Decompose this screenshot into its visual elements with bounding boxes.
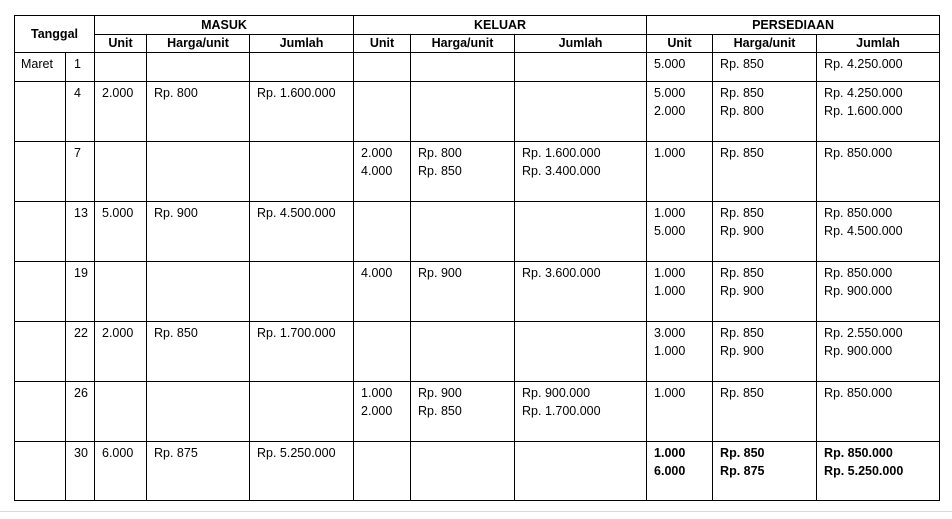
keluar-harga-cell	[411, 262, 515, 322]
day-cell	[66, 442, 95, 501]
day-value: 26	[74, 386, 88, 400]
keluar-unit-cell	[354, 442, 411, 501]
persediaan-harga-value: Rp. 800	[720, 104, 764, 118]
keluar-jumlah-value: Rp. 3.600.000	[522, 266, 601, 280]
header-masuk: MASUK	[95, 16, 354, 35]
masuk-harga-value: Rp. 875	[154, 446, 198, 460]
keluar-unit-cell	[354, 202, 411, 262]
keluar-jumlah-cell	[515, 442, 647, 501]
persediaan-harga-value: Rp. 900	[720, 344, 764, 358]
persediaan-unit-value: 1.000	[654, 344, 686, 358]
persediaan-harga-cell	[713, 82, 817, 142]
persediaan-harga-value: Rp. 850	[720, 57, 764, 71]
header-keluar: KELUAR	[354, 16, 647, 35]
persediaan-harga-cell	[713, 442, 817, 501]
persediaan-harga-cell	[713, 202, 817, 262]
masuk-harga-cell	[147, 82, 250, 142]
masuk-unit-cell	[95, 382, 147, 442]
keluar-jumlah-value: Rp. 3.400.000	[522, 164, 601, 178]
persediaan-harga-value: Rp. 850	[720, 266, 764, 280]
masuk-unit-cell	[95, 142, 147, 202]
persediaan-jumlah-cell	[817, 442, 940, 501]
masuk-jumlah-cell	[250, 442, 354, 501]
day-cell	[66, 202, 95, 262]
table-row	[15, 382, 940, 442]
persediaan-unit-value: 6.000	[654, 464, 686, 478]
keluar-jumlah-cell	[515, 53, 647, 82]
persediaan-unit-cell	[647, 382, 713, 442]
keluar-jumlah-value: Rp. 900.000	[522, 386, 591, 400]
persediaan-jumlah-value: Rp. 850.000	[824, 266, 893, 280]
keluar-unit-cell	[354, 53, 411, 82]
masuk-unit-value: 6.000	[102, 446, 134, 460]
keluar-jumlah-cell	[515, 382, 647, 442]
day-cell	[66, 322, 95, 382]
persediaan-unit-value: 5.000	[654, 86, 686, 100]
persediaan-jumlah-value: Rp. 2.550.000	[824, 326, 903, 340]
persediaan-unit-value: 2.000	[654, 104, 686, 118]
persediaan-harga-cell	[713, 262, 817, 322]
persediaan-harga-value: Rp. 875	[720, 464, 765, 478]
masuk-jumlah-value: Rp. 1.600.000	[257, 86, 336, 100]
day-cell	[66, 142, 95, 202]
persediaan-unit-cell	[647, 442, 713, 501]
keluar-jumlah-cell	[515, 202, 647, 262]
day-cell	[66, 262, 95, 322]
table-row	[15, 262, 940, 322]
persediaan-jumlah-value: Rp. 4.250.000	[824, 57, 903, 71]
masuk-jumlah-value: Rp. 4.500.000	[257, 206, 336, 220]
keluar-harga-value: Rp. 850	[418, 404, 462, 418]
keluar-jumlah-cell	[515, 322, 647, 382]
persediaan-harga-value: Rp. 850	[720, 206, 764, 220]
day-cell	[66, 82, 95, 142]
day-value: 13	[74, 206, 88, 220]
keluar-harga-cell	[411, 202, 515, 262]
masuk-unit-cell	[95, 322, 147, 382]
persediaan-unit-value: 1.000	[654, 386, 686, 400]
header-persediaan-jumlah: Jumlah	[817, 35, 940, 53]
persediaan-unit-cell	[647, 53, 713, 82]
keluar-jumlah-value: Rp. 1.600.000	[522, 146, 601, 160]
keluar-unit-value: 4.000	[361, 266, 393, 280]
persediaan-harga-cell	[713, 53, 817, 82]
persediaan-harga-value: Rp. 850	[720, 446, 765, 460]
masuk-jumlah-cell	[250, 53, 354, 82]
day-cell	[66, 382, 95, 442]
inventory-card-table	[14, 15, 940, 501]
masuk-jumlah-cell	[250, 322, 354, 382]
masuk-jumlah-value: Rp. 5.250.000	[257, 446, 336, 460]
masuk-harga-cell	[147, 262, 250, 322]
month-cell	[15, 53, 66, 82]
persediaan-jumlah-cell	[817, 53, 940, 82]
persediaan-unit-value: 1.000	[654, 266, 686, 280]
month-cell	[15, 262, 66, 322]
persediaan-unit-cell	[647, 142, 713, 202]
day-value: 19	[74, 266, 88, 280]
header-persediaan-unit: Unit	[647, 35, 713, 53]
persediaan-jumlah-value: Rp. 850.000	[824, 146, 893, 160]
persediaan-unit-cell	[647, 322, 713, 382]
masuk-unit-value: 2.000	[102, 86, 134, 100]
keluar-unit-cell	[354, 322, 411, 382]
month-label: Maret	[21, 57, 53, 71]
keluar-harga-value: Rp. 900	[418, 266, 462, 280]
persediaan-jumlah-value: Rp. 900.000	[824, 344, 893, 358]
persediaan-unit-value: 1.000	[654, 146, 686, 160]
month-cell	[15, 202, 66, 262]
persediaan-harga-value: Rp. 850	[720, 146, 764, 160]
table-row	[15, 82, 940, 142]
persediaan-jumlah-cell	[817, 202, 940, 262]
header-tanggal: Tanggal	[15, 16, 95, 53]
masuk-harga-cell	[147, 442, 250, 501]
table-body	[15, 53, 940, 501]
masuk-harga-cell	[147, 382, 250, 442]
persediaan-unit-value: 1.000	[654, 446, 686, 460]
header-persediaan-harga: Harga/unit	[713, 35, 817, 53]
masuk-unit-cell	[95, 53, 147, 82]
masuk-harga-cell	[147, 202, 250, 262]
persediaan-jumlah-value: Rp. 850.000	[824, 206, 893, 220]
persediaan-jumlah-cell	[817, 322, 940, 382]
persediaan-jumlah-value: Rp. 5.250.000	[824, 464, 904, 478]
day-value: 4	[74, 86, 81, 100]
month-cell	[15, 82, 66, 142]
masuk-harga-value: Rp. 900	[154, 206, 198, 220]
persediaan-unit-cell	[647, 202, 713, 262]
keluar-unit-cell	[354, 142, 411, 202]
keluar-unit-value: 1.000	[361, 386, 393, 400]
keluar-harga-cell	[411, 82, 515, 142]
masuk-unit-cell	[95, 202, 147, 262]
persediaan-unit-value: 3.000	[654, 326, 686, 340]
month-cell	[15, 442, 66, 501]
keluar-jumlah-cell	[515, 262, 647, 322]
persediaan-jumlah-value: Rp. 850.000	[824, 446, 893, 460]
table-row	[15, 53, 940, 82]
header-persediaan: PERSEDIAAN	[647, 16, 940, 35]
header-keluar-jumlah: Jumlah	[515, 35, 647, 53]
persediaan-harga-cell	[713, 322, 817, 382]
table-row	[15, 202, 940, 262]
persediaan-harga-cell	[713, 142, 817, 202]
persediaan-jumlah-value: Rp. 900.000	[824, 284, 893, 298]
persediaan-unit-value: 1.000	[654, 284, 686, 298]
masuk-jumlah-cell	[250, 382, 354, 442]
masuk-unit-cell	[95, 442, 147, 501]
day-value: 1	[74, 57, 81, 71]
keluar-jumlah-value: Rp. 1.700.000	[522, 404, 601, 418]
table-row	[15, 142, 940, 202]
persediaan-unit-value: 5.000	[654, 224, 686, 238]
persediaan-harga-cell	[713, 382, 817, 442]
table-row	[15, 442, 940, 501]
keluar-harga-cell	[411, 442, 515, 501]
masuk-unit-value: 2.000	[102, 326, 134, 340]
keluar-harga-value: Rp. 800	[418, 146, 462, 160]
persediaan-harga-value: Rp. 850	[720, 326, 764, 340]
keluar-harga-cell	[411, 142, 515, 202]
masuk-harga-value: Rp. 800	[154, 86, 198, 100]
persediaan-jumlah-value: Rp. 4.500.000	[824, 224, 903, 238]
day-value: 22	[74, 326, 88, 340]
masuk-harga-cell	[147, 142, 250, 202]
persediaan-jumlah-cell	[817, 262, 940, 322]
persediaan-jumlah-cell	[817, 382, 940, 442]
masuk-jumlah-cell	[250, 262, 354, 322]
header-keluar-unit: Unit	[354, 35, 411, 53]
persediaan-harga-value: Rp. 850	[720, 86, 764, 100]
day-value: 7	[74, 146, 81, 160]
month-cell	[15, 382, 66, 442]
persediaan-jumlah-cell	[817, 142, 940, 202]
persediaan-unit-cell	[647, 82, 713, 142]
month-cell	[15, 322, 66, 382]
masuk-harga-cell	[147, 322, 250, 382]
keluar-harga-cell	[411, 53, 515, 82]
keluar-unit-value: 4.000	[361, 164, 393, 178]
header-masuk-harga: Harga/unit	[147, 35, 250, 53]
month-cell	[15, 142, 66, 202]
keluar-jumlah-cell	[515, 82, 647, 142]
keluar-jumlah-cell	[515, 142, 647, 202]
persediaan-harga-value: Rp. 850	[720, 386, 764, 400]
persediaan-jumlah-value: Rp. 1.600.000	[824, 104, 903, 118]
keluar-unit-value: 2.000	[361, 404, 393, 418]
persediaan-jumlah-value: Rp. 850.000	[824, 386, 893, 400]
header-masuk-unit: Unit	[95, 35, 147, 53]
persediaan-jumlah-cell	[817, 82, 940, 142]
masuk-harga-cell	[147, 53, 250, 82]
masuk-jumlah-cell	[250, 82, 354, 142]
persediaan-unit-value: 1.000	[654, 206, 686, 220]
header-masuk-jumlah: Jumlah	[250, 35, 354, 53]
header-keluar-harga: Harga/unit	[411, 35, 515, 53]
keluar-unit-cell	[354, 82, 411, 142]
persediaan-unit-cell	[647, 262, 713, 322]
keluar-unit-value: 2.000	[361, 146, 393, 160]
keluar-unit-cell	[354, 382, 411, 442]
masuk-jumlah-cell	[250, 142, 354, 202]
masuk-jumlah-cell	[250, 202, 354, 262]
keluar-harga-value: Rp. 850	[418, 164, 462, 178]
masuk-jumlah-value: Rp. 1.700.000	[257, 326, 336, 340]
persediaan-jumlah-value: Rp. 4.250.000	[824, 86, 903, 100]
persediaan-harga-value: Rp. 900	[720, 284, 764, 298]
page-bottom-rule	[0, 511, 952, 512]
day-value: 30	[74, 446, 88, 460]
keluar-harga-cell	[411, 322, 515, 382]
masuk-unit-value: 5.000	[102, 206, 134, 220]
masuk-unit-cell	[95, 82, 147, 142]
keluar-unit-cell	[354, 262, 411, 322]
persediaan-harga-value: Rp. 900	[720, 224, 764, 238]
day-cell	[66, 53, 95, 82]
keluar-harga-value: Rp. 900	[418, 386, 462, 400]
masuk-harga-value: Rp. 850	[154, 326, 198, 340]
persediaan-unit-value: 5.000	[654, 57, 686, 71]
table-row	[15, 322, 940, 382]
keluar-harga-cell	[411, 382, 515, 442]
masuk-unit-cell	[95, 262, 147, 322]
